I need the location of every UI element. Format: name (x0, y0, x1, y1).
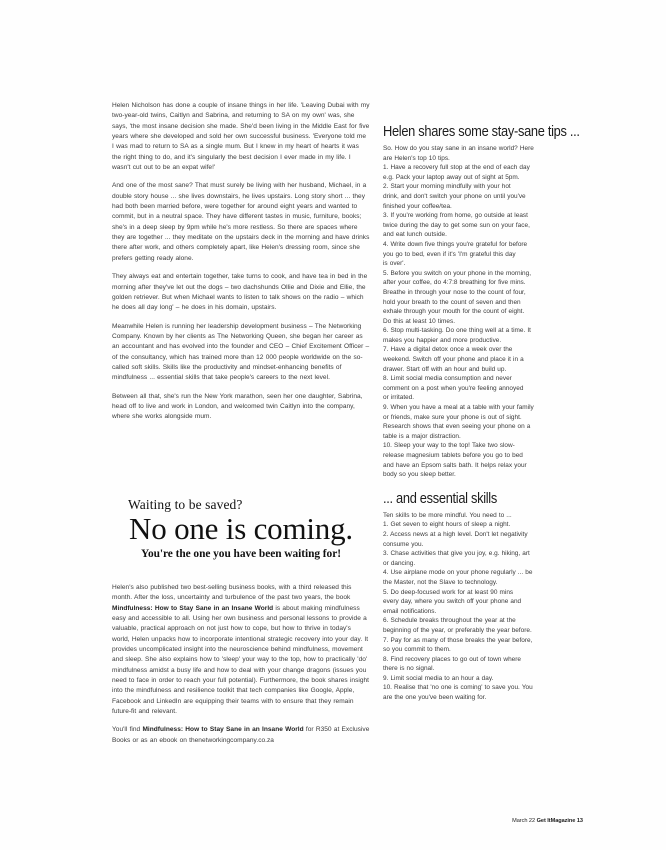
skill-item (383, 683, 577, 702)
list-item-line: and eat lunch outside. (383, 231, 447, 239)
skill-item (383, 530, 577, 549)
list-item-line: so you commit to them. (383, 646, 451, 654)
skill-item (383, 674, 577, 684)
list-item-line: after your coffee, do 4:7:8 breathing for five mins. (383, 279, 526, 287)
list-item-line: and have an Epsom salts bath. It helps relax your (383, 461, 527, 469)
book-title: Mindfulness: How to Stay Sane in an Insane World (112, 604, 274, 612)
text-run: Helen's also published two best-selling business books, with a third released this month. After the loss, uncertainty and turbulence of the past two years, the book (112, 584, 352, 602)
footer-page-number: 13 (576, 818, 583, 824)
list-item-line: Breathe in through your nose to the count of four, (383, 288, 526, 296)
list-item-line: is over'. (383, 260, 406, 268)
skills-intro (383, 511, 577, 521)
tip-item (383, 374, 577, 403)
list-item-line: 8. Find recovery places to go out of town where (383, 655, 521, 663)
right-column (383, 124, 580, 703)
footer-magazine-word: Magazine (550, 818, 576, 824)
list-item-line: there is no signal. (383, 665, 435, 673)
list-item-line: weekend. Switch off your phone and place it in a (383, 356, 524, 364)
skill-item (383, 520, 577, 530)
tip-item (383, 240, 577, 269)
list-item-line: the Master, not the Slave to technology. (383, 578, 498, 586)
tip-item (383, 163, 577, 182)
list-item-line: every day, where you switch off your phone and (383, 598, 522, 606)
skills-list (383, 520, 577, 702)
list-item-line: release magnesium tablets before you go to bed (383, 452, 523, 459)
footer-brand: Get It (536, 818, 551, 824)
article-paragraph-availability (112, 725, 370, 746)
pull-quote-lead: Waiting to be saved? (128, 497, 243, 512)
tip-item (383, 211, 577, 240)
article-paragraph: Between all that, she's run the New York marathon, seen her one daughter, Sabrina, head off to live and work in London, and welcomed twin Caitlyn into the company, where she works alongside mum. (112, 392, 363, 421)
intro-line: So. How do you stay sane in an insane world? Here (383, 145, 534, 152)
left-column-upper (112, 101, 370, 431)
text-run: You'll find (112, 726, 143, 734)
list-item-line: 2. Access news at a high level. Don't let negativity (383, 530, 528, 538)
list-item-line: 10. Sleep your way to the top! Take two slow- (383, 442, 515, 450)
left-column-lower (112, 583, 370, 754)
list-item-line: drawer. Start off with an hour and build up. (383, 365, 507, 373)
list-item-line: 1. Get seven to eight hours of sleep a night. (383, 521, 511, 529)
list-item-line: drink, and don't switch your phone on until you've (383, 192, 526, 200)
list-item-line: or friends, make sure your phone is out of sight. (383, 413, 522, 421)
list-item-line: finished your coffee/tea. (383, 202, 452, 210)
tip-item (383, 182, 577, 211)
article-paragraph: Helen Nicholson has done a couple of insane things in her life. 'Leaving Dubai with my two-year-old twins, Caitlyn and Sabrina, and returning to SA on my own' was, she says, 'the most insane decision she made. She'd been living in the Middle East for five years where she developed and sold her own successful business. 'Everyone told me I was mad to return to SA as a single mum. But I knew in my heart of hearts it was the right thing to do, and it's singularly the best decision I ever made in my life. I wasn't cut out to be an expat wife!' (112, 102, 370, 172)
list-item-line: 7. Have a digital detox once a week over the (383, 346, 513, 354)
list-item-line: 4. Write down five things you're grateful for before (383, 240, 528, 248)
list-item-line: 7. Pay for as many of those breaks the year before, (383, 636, 533, 644)
tips-intro (383, 144, 577, 163)
list-item-line: body so you sleep better. (383, 471, 456, 479)
list-item-line: or irritated. (383, 394, 415, 402)
tips-list (383, 163, 577, 480)
list-item-line: 6. Schedule breaks throughout the year at the (383, 617, 516, 625)
list-item-line: are the one you've been waiting for. (383, 694, 487, 702)
tip-item (383, 441, 577, 479)
pull-quote-tagline: You're the one you have been waiting for! (141, 548, 341, 560)
list-item-line: table is a major distraction. (383, 432, 461, 440)
list-item-line: 10. Realise that 'no one is coming' to save you. You (383, 684, 533, 692)
list-item-line: e.g. Pack your laptop away out of sight at 5pm. (383, 173, 520, 181)
list-item-line: 1. Have a recovery full stop at the end of each day (383, 164, 530, 172)
tip-item (383, 326, 577, 345)
skill-item (383, 549, 577, 568)
list-item-line: email notifications. (383, 607, 437, 615)
list-item-line: 3. If you're working from home, go outside at least (383, 212, 528, 220)
list-item-line: beginning of the year, or preferably the year before. (383, 626, 532, 634)
list-item-line: makes you happier and more productive. (383, 336, 502, 344)
footer-month: March 22 (512, 818, 536, 824)
list-item-line: comment on a post when you're feeling annoyed (383, 384, 524, 392)
text-run: for R350 at Exclusive Books or as an ebook on thenetworkingcompany.co.za (112, 726, 370, 744)
intro-line: Ten skills to be more mindful. You need to ... (383, 511, 512, 519)
skill-item (383, 636, 577, 655)
list-item-line: 6. Stop multi-tasking. Do one thing well at a time. It (383, 327, 531, 335)
tip-item (383, 345, 577, 374)
tips-heading: Helen shares some stay-sane tips ... (383, 124, 580, 140)
article-paragraph: Meanwhile Helen is running her leadership development business – The Networking Company. Known by her clients as The Networking Queen, she began her career as an accountant and has evolved into the founder and CEO – Chief Excitement Officer – of the consultancy, which has trained more than 12 000 people worldwide on the so-called soft skills. Skills like the productivity and mindset-enhancing benefits of mindfulness ... essential skills that take people's careers to the next level. (112, 322, 370, 382)
skill-item (383, 616, 577, 635)
list-item-line: 9. Limit social media to an hour a day. (383, 674, 494, 682)
text-run: is about making mindfulness easy and accessible to all. Using her own business and personal lessons to provide a valuable, practical approach on not just how to cope, but how to thrive in today's world, Helen unpacks how to incorporate intentional strategic recovery into your day. It provides uncomplicated insight into the neuroscience behind mindfulness, movement and sleep. She also explains how to 'sleep' your way to the top, how to practically 'do' mindfulness amidst a busy life and how to deal with your change dragons (issues you need to face in order to reach your full potential). Furthermore, the book shares insight into the mindfulness and resilience toolkit that tech companies like Google, Apple, Facebook and LinkedIn are equipping their teams with to ensure that they remain future-fit and relevant. (112, 604, 370, 716)
article-paragraph-book (112, 583, 370, 717)
list-item-line: or dancing. (383, 559, 416, 567)
skills-heading: ... and essential skills (383, 490, 497, 507)
article-paragraph: They always eat and entertain together, take turns to cook, and have tea in bed in the morning after they've let out the dogs – two dachshunds Ollie and Dixie and Ellie, the golden retriever. But when Michael wants to listen to talk shows on the radio – which he does all day long' – he does in his domain, upstairs. (112, 273, 368, 312)
pull-quote-headline: No one is coming. (129, 511, 353, 546)
list-item-line: 9. When you have a meal at a table with your family (383, 404, 534, 412)
list-item-line: Do this at least 10 times. (383, 317, 455, 325)
tip-item (383, 269, 577, 327)
pull-quote (112, 497, 370, 562)
list-item-line: 4. Use airplane mode on your phone regularly ... be (383, 569, 533, 577)
list-item-line: 2. Start your morning mindfully with your hot (383, 183, 511, 191)
skill-item (383, 655, 577, 674)
list-item-line: exhale through your mouth for the count of eight. (383, 308, 525, 316)
list-item-line: 5. Do deep-focused work for at least 90 mins (383, 588, 514, 596)
list-item-line: you go to bed, even if it's 'I'm grateful this day (383, 250, 516, 258)
list-item-line: 8. Limit social media consumption and never (383, 375, 512, 383)
list-item-line: 5. Before you switch on your phone in the morning, (383, 269, 531, 277)
list-item-line: consume you. (383, 540, 424, 548)
book-title: Mindfulness: How to Stay Sane in an Insane World (142, 726, 304, 734)
list-item-line: Research shows that even seeing your phone on a (383, 423, 531, 431)
page-footer (512, 818, 583, 824)
intro-line: are Helen's top 10 tips. (383, 154, 450, 162)
list-item-line: 3. Chase activities that give you joy, e.g. hiking, art (383, 550, 530, 558)
article-paragraph: And one of the most sane? That must surely be living with her husband, Michael, in a double story house ... she lives downstairs, he lives upstairs. Long story short ... they had both been married before, were together for around eight years and wanted to commit, but in a neutral space. They have different tastes in music, furniture, books; she's in a deep sleep by 9pm while he's more restless. So there are spaces where they are together ... they meditate on the upstairs deck in the morning and have drinks there after work, and others completely apart, like Helen's dressing room, since she prefers getting ready alone. (112, 182, 370, 262)
skill-item (383, 568, 577, 587)
list-item-line: twice during the day to get some sun on your face, (383, 221, 530, 229)
list-item-line: hold your breath to the count of seven and then (383, 298, 521, 306)
tip-item (383, 403, 577, 441)
skill-item (383, 588, 577, 617)
